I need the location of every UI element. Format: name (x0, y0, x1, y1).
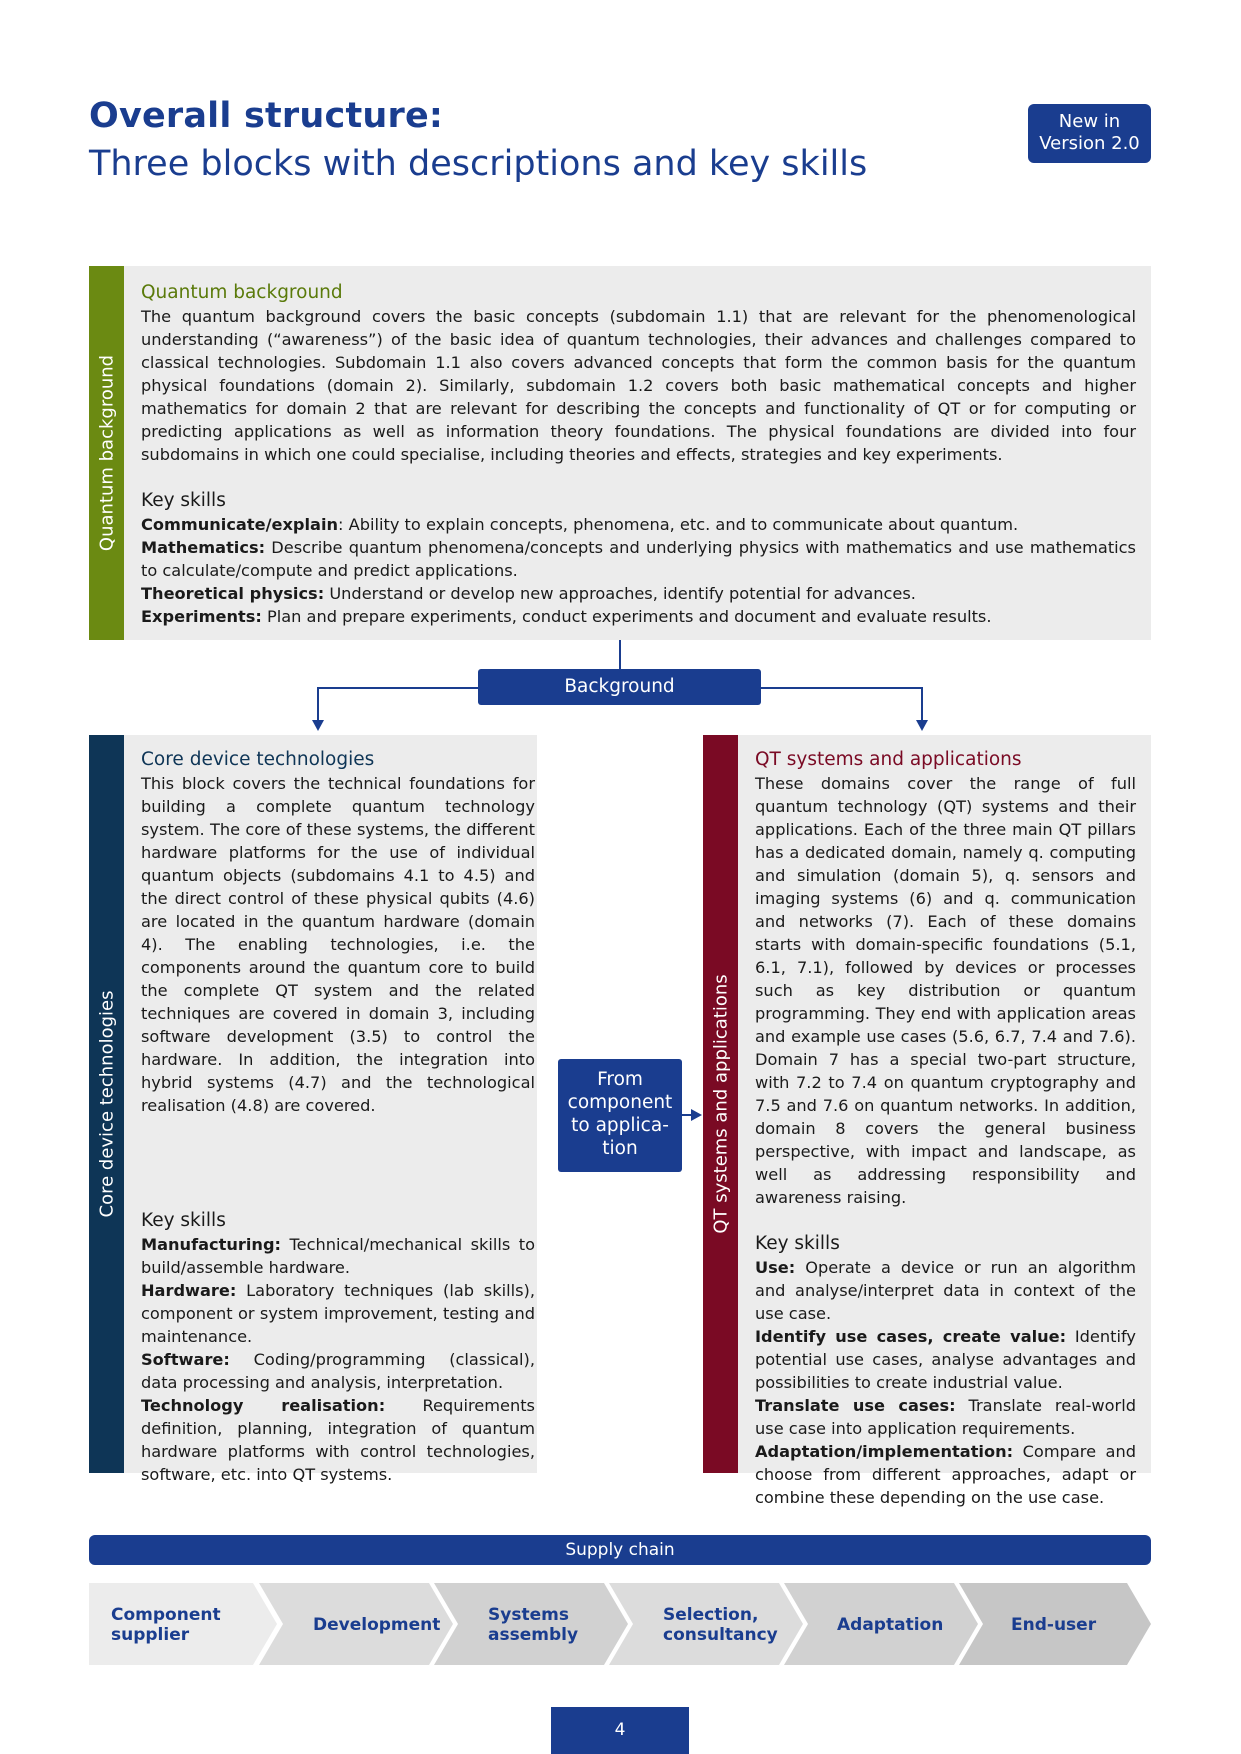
skill-item (141, 536, 1136, 582)
connector-horizontal-right (761, 687, 922, 689)
skill-item (141, 1279, 535, 1348)
skill-item (755, 1440, 1136, 1509)
quantum-background-heading: Quantum background (141, 282, 343, 303)
core-device-content (141, 748, 535, 1486)
qt-systems-sidebar (703, 735, 738, 1473)
quantum-background-block (89, 266, 1151, 640)
core-device-block (89, 735, 537, 1484)
supply-chain-step-component-supplier (89, 1583, 277, 1665)
core-device-sidebar (89, 735, 124, 1473)
skill-term: Hardware: (141, 1281, 237, 1300)
supply-chain-step-label (663, 1605, 778, 1645)
skill-term: Identify use cases, create value: (755, 1327, 1067, 1346)
quantum-background-content (141, 281, 1136, 628)
skill-item (141, 513, 1136, 536)
skill-text: Compare and choose from different approaches, adapt or combine these depending on the use case. (755, 1442, 1136, 1507)
supply-chain-step-label (488, 1605, 578, 1645)
version-badge (1028, 104, 1151, 163)
skill-item (755, 1394, 1136, 1440)
quantum-background-side-label: Quantum background (96, 354, 117, 552)
skill-term: Adaptation/implementation: (755, 1442, 1014, 1461)
quantum-background-description: The quantum background covers the basic concepts (subdomain 1.1) that are relevant for the phenomenological understanding (“awareness”) of the basic idea of quantum technologies, their advances and challenges compared to classical technologies. Subdomain 1.1 also covers advanced concepts that form the common basis for the quantum physical foundations (domain 2). Similarly, subdomain 1.2 covers both basic mathematical concepts and higher mathematics for domain 2 that are relevant for describing the concepts and functionality of QT or for computing or predicting applications as well as information theory foundations. The physical foundations are divided into four subdomains in which one could specialise, including theories and effects, strategies and key experiments. (141, 307, 1136, 464)
step-line-1: Selection, (663, 1605, 759, 1625)
skill-text: Laboratory techniques (lab skills), component or system improvement, testing and maintenance. (141, 1281, 535, 1346)
skill-item (755, 1325, 1136, 1394)
page-number: 4 (551, 1707, 689, 1754)
quantum-background-key-skills-heading: Key skills (141, 490, 226, 511)
step-line-2: assembly (488, 1625, 579, 1645)
from-line-3: to applica- (571, 1115, 669, 1136)
arrow-right-icon (691, 1109, 702, 1121)
skill-item (141, 1233, 535, 1279)
skill-term: Software: (141, 1350, 230, 1369)
skill-term: Theoretical physics: (141, 584, 325, 603)
connector-vertical-top (619, 640, 621, 669)
qt-systems-content (755, 748, 1136, 1509)
arrow-down-right-icon (916, 720, 928, 731)
supply-chain-step-development (259, 1583, 453, 1665)
page-subtitle: Three blocks with descriptions and key skills (89, 144, 868, 184)
qt-systems-key-skills-heading: Key skills (755, 1233, 840, 1254)
skill-term: Translate use cases: (755, 1396, 956, 1415)
skill-term: Technology realisation: (141, 1396, 386, 1415)
from-line-2: component (567, 1092, 673, 1113)
qt-systems-heading: QT systems and applications (755, 749, 1022, 770)
skill-text: Plan and prepare experiments, conduct experiments and document and evaluate results. (261, 607, 992, 626)
step-line-1: Systems (488, 1605, 569, 1625)
step-line-1: Development (313, 1615, 441, 1635)
skill-text: Describe quantum phenomena/concepts and underlying physics with mathematics and use mathematics to calculate/compute and predict applications. (141, 538, 1136, 580)
supply-chain-step-selection-consultancy (609, 1583, 803, 1665)
core-device-side-label: Core device technologies (96, 990, 117, 1218)
supply-chain-step-systems-assembly (434, 1583, 628, 1665)
supply-chain-step-end-user (959, 1583, 1151, 1665)
step-line-2: supplier (111, 1625, 190, 1645)
skill-term: Mathematics: (141, 538, 266, 557)
page-title: Overall structure: (89, 96, 444, 136)
step-line-1: Component (111, 1605, 221, 1625)
skill-term: Use: (755, 1258, 796, 1277)
skill-term: Experiments: (141, 607, 262, 626)
core-device-description: This block covers the technical foundations for building a complete quantum technology system. The core of these systems, the different hardware platforms for the use of individual quantum objects (subdomains 4.1 to 4.5) and the direct control of these physical qubits (4.6) are located in the quantum hardware (domain 4). The enabling technologies, i.e. the components around the quantum core to build the complete QT system and the related techniques are covered in domain 3, including software development (3.5) to control the hardware. In addition, the integration into hybrid systems (4.7) and the technological realisation (4.8) are covered. (141, 774, 535, 1115)
skill-text: Understand or develop new approaches, identify potential for advances. (324, 584, 916, 603)
badge-line-1: New in (1058, 111, 1121, 132)
skill-text: : Ability to explain concepts, phenomena, etc. and to communicate about quantum. (338, 515, 1019, 534)
skill-text: Technical/mechanical skills to build/assemble hardware. (141, 1235, 535, 1277)
skill-term: Manufacturing: (141, 1235, 282, 1254)
step-line-1: Adaptation (837, 1615, 944, 1635)
from-line-4: tion (602, 1138, 638, 1159)
qt-systems-block (703, 735, 1151, 1507)
step-line-2: consultancy (663, 1625, 778, 1645)
skill-text: Identify potential use cases, analyse advantages and possibilities to create industrial value. (755, 1327, 1136, 1392)
supply-chain-step-label (111, 1605, 221, 1645)
supply-chain-label: Supply chain (89, 1535, 1151, 1565)
skill-item (755, 1256, 1136, 1325)
skill-text: Operate a device or run an algorithm and analyse/interpret data in context of the use case. (755, 1258, 1136, 1323)
skill-item (141, 605, 1136, 628)
step-line-1: End-user (1011, 1615, 1097, 1635)
from-line-1: From (597, 1069, 643, 1090)
quantum-background-sidebar (89, 266, 124, 640)
supply-chain-step-label (313, 1615, 440, 1635)
skill-term: Communicate/explain (141, 515, 339, 534)
qt-systems-description: These domains cover the range of full quantum technology (QT) systems and their applications. Each of the three main QT pillars has a dedicated domain, namely q. computing and simulation (domain 5), q. sensors and imaging systems (6) and q. communication and networks (7). Each of these domains starts with domain-specific foundations (5.1, 6.1, 7.1), followed by devices or processes such as key distribution or quantum programming. They end with application areas and example use cases (5.6, 6.7, 7.4 and 7.6). Domain 7 has a special two-part structure, with 7.2 to 7.4 on quantum cryptography and 7.5 and 7.6 on quantum networks. In addition, domain 8 covers the general business perspective, with impact and landscape, as well as addressing responsibility and awareness raising. (755, 774, 1136, 1207)
arrow-down-left-icon (312, 720, 324, 731)
background-label: Background (478, 669, 761, 705)
skill-text: Requirements definition, planning, integration of quantum hardware platforms with control technologies, software, etc. into QT systems. (141, 1396, 535, 1484)
badge-line-2: Version 2.0 (1039, 133, 1140, 154)
connector-horizontal-left (318, 687, 478, 689)
from-component-to-application-label (558, 1059, 682, 1172)
skill-text: Coding/programming (classical), data processing and analysis, interpretation. (141, 1350, 535, 1392)
qt-systems-side-label: QT systems and applications (710, 974, 731, 1234)
skill-item (141, 1394, 535, 1486)
core-device-key-skills-heading: Key skills (141, 1210, 226, 1231)
supply-chain-step-label (1011, 1615, 1096, 1635)
skill-item (141, 582, 1136, 605)
connector-drop-right (921, 687, 923, 721)
skill-text: Translate real-world use case into application requirements. (755, 1396, 1136, 1438)
connector-drop-left (317, 687, 319, 721)
supply-chain-step-adaptation (784, 1583, 978, 1665)
skill-item (141, 1348, 535, 1394)
core-device-heading: Core device technologies (141, 749, 375, 770)
supply-chain-step-label (837, 1615, 943, 1635)
